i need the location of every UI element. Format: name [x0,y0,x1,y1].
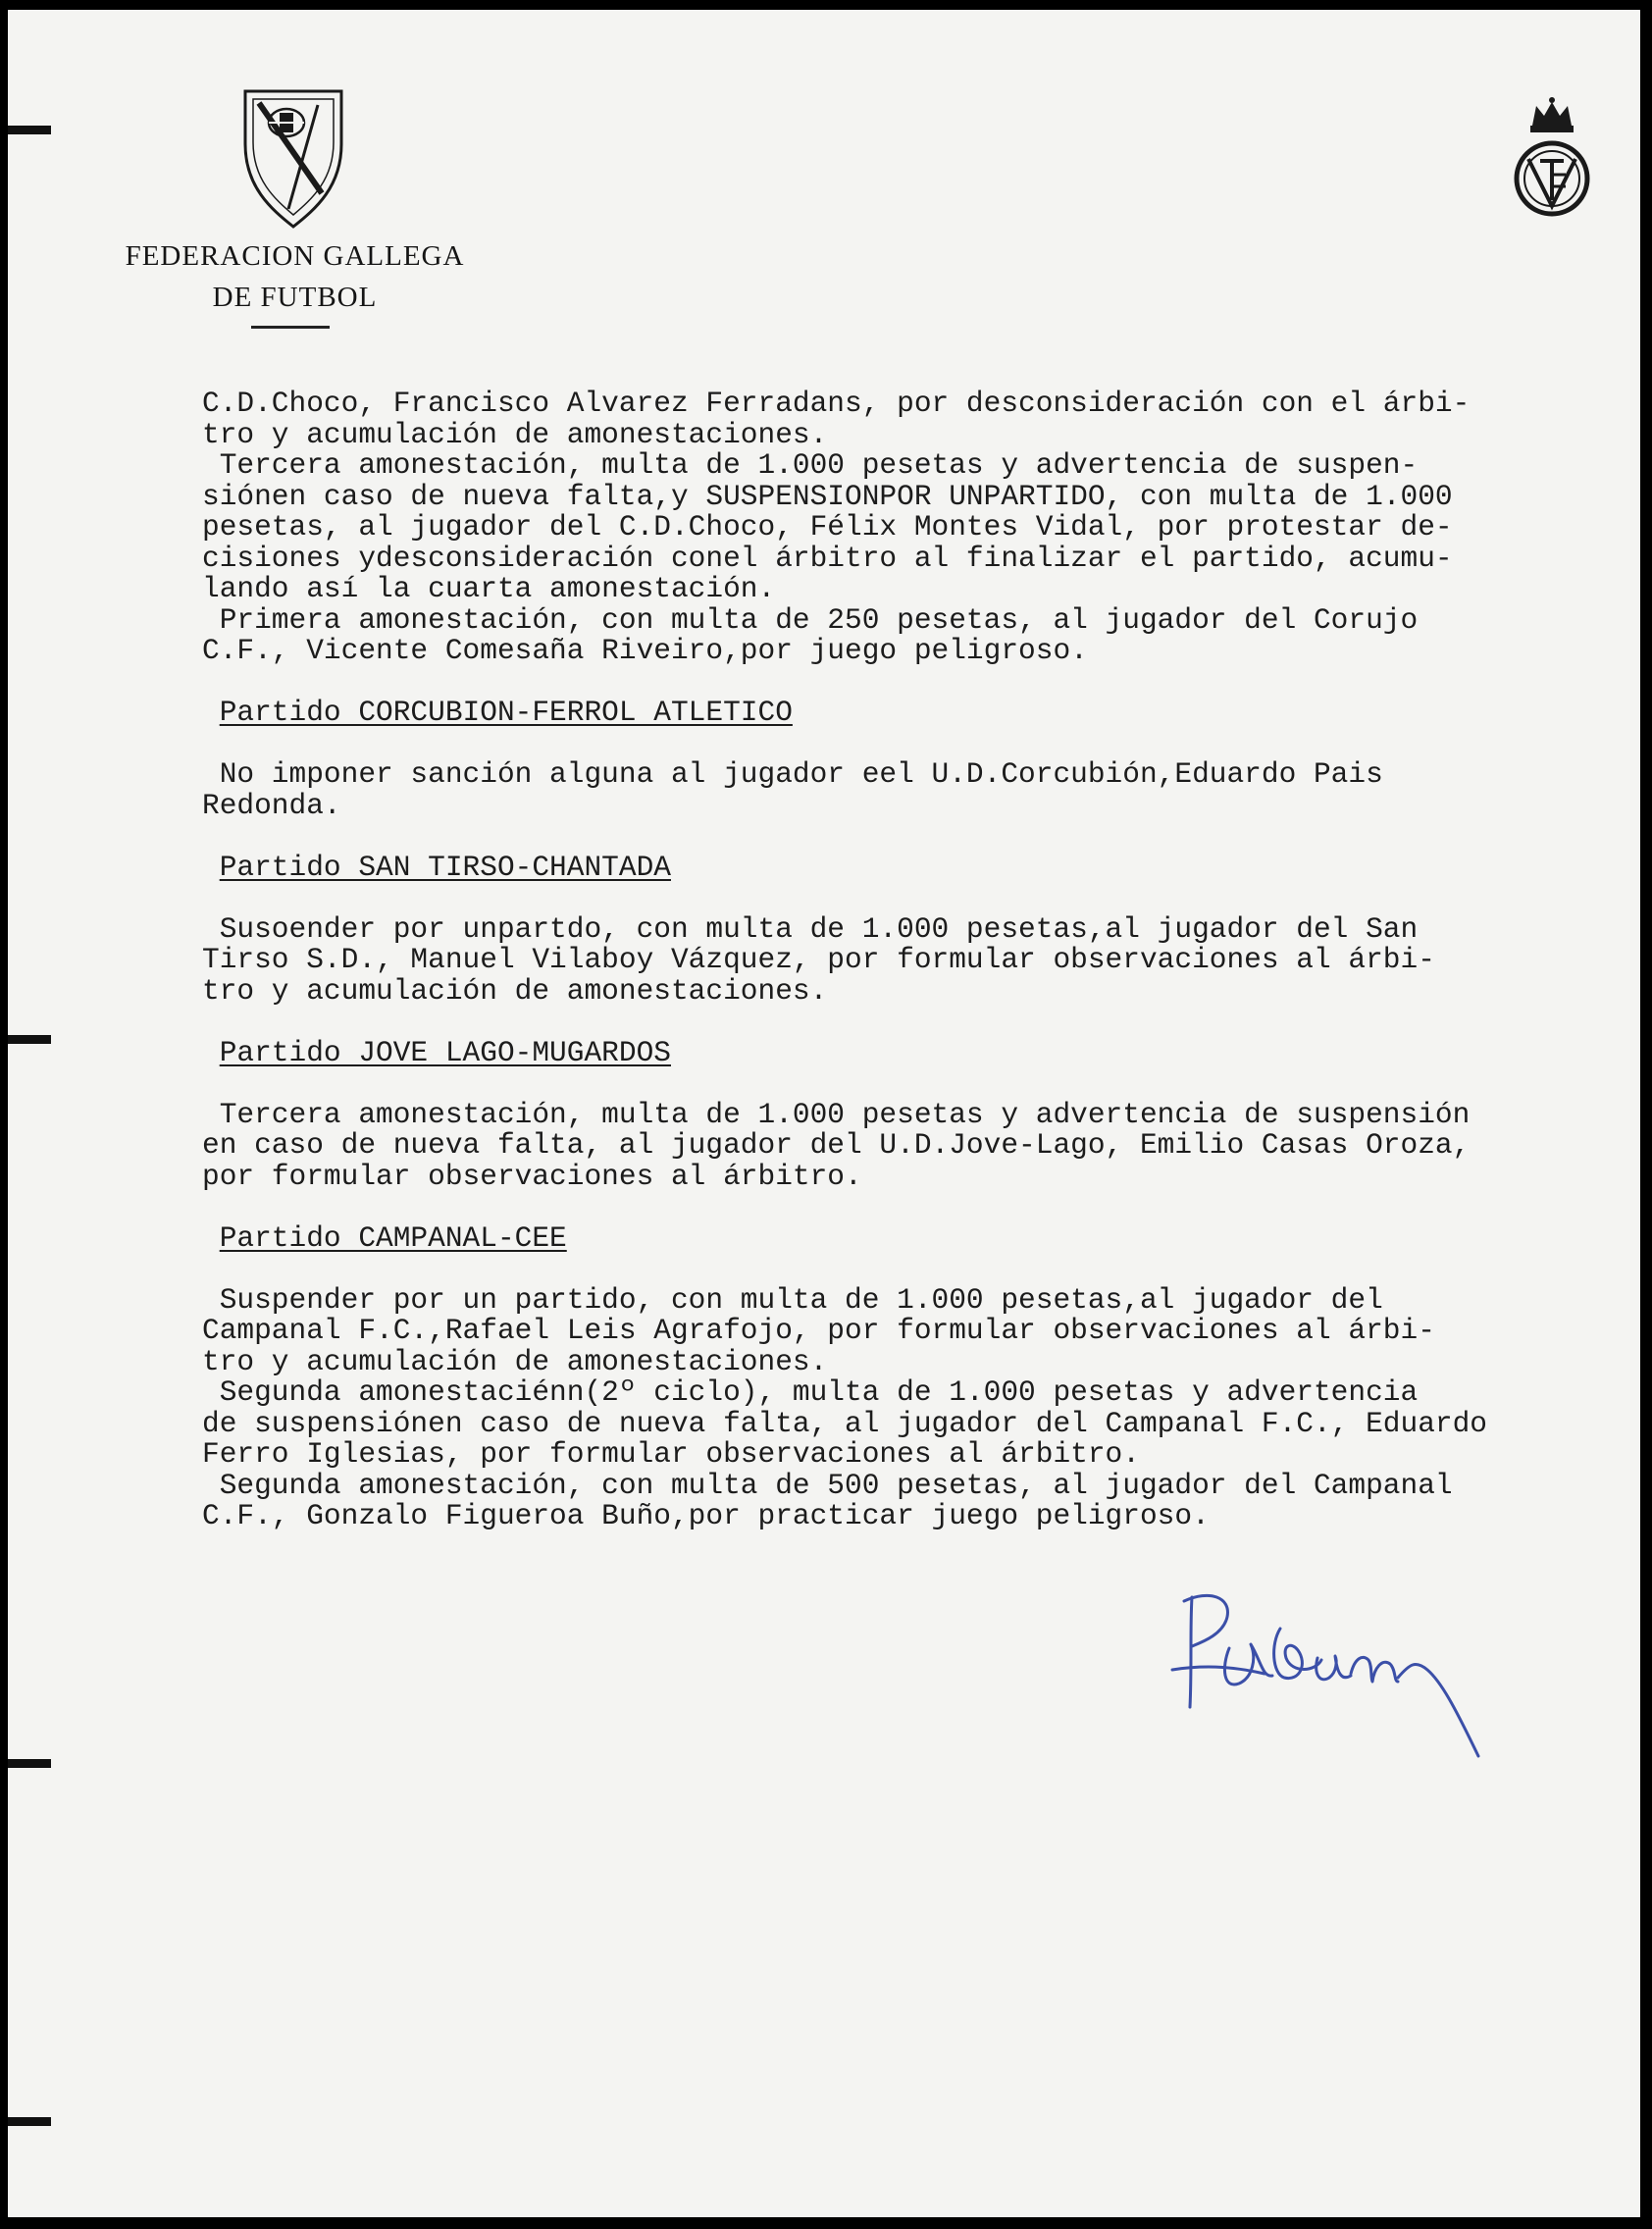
match-heading-text: Partido CORCUBION-FERROL ATLETICO [219,696,793,729]
text-line [202,479,1640,513]
match-heading-text: Partido CAMPANAL-CEE [219,1220,567,1255]
paragraph-gap [202,821,1640,853]
paragraph-gap [202,667,1640,699]
text-line-content: lando así la cuarta amonestación. [202,572,776,605]
text-line-content: pesetas, al jugador del C.D.Choco, Félix Montes Vidal, por protestar de- [202,510,1453,544]
text-line [202,1130,1640,1162]
text-line [202,1406,1640,1440]
text-line [202,1377,1640,1409]
text-line-content: No imponer sanción alguna al jugador eel U.D.Corcubión,Eduardo Pais [202,757,1383,791]
organization-name-line2: DE FUTBOL [212,282,378,313]
organization-name-line1: FEDERACION GALLEGA [125,240,465,272]
text-line-content: cisiones ydesconsideración conel árbitro al finalizar el partido, acumu- [202,541,1453,575]
match-heading [202,1035,1640,1069]
text-line [202,911,1640,946]
text-line-content: tro y acumulación de amonestaciones. [202,417,828,451]
paragraph-gap [202,883,1640,914]
text-line-content: Susoender por unpartdo, con multa de 1.000 pesetas,al jugador del San [202,911,1419,946]
text-line-content: en caso de nueva falta, al jugador del U.D.Jove-Lago, Emilio Casas Oroza, [202,1128,1471,1162]
match-heading [202,850,1640,884]
text-line [202,1159,1640,1193]
paragraph-gap [202,1007,1640,1038]
text-line-content: Suspender por un partido, con multa de 1.000 pesetas,al jugador del [202,1282,1383,1317]
text-line [202,973,1640,1008]
text-line [202,636,1640,667]
text-line [202,1316,1640,1347]
text-line [202,788,1640,822]
text-line [202,1468,1640,1502]
text-line-content: Campanal F.C.,Rafael Leis Agrafojo, por formular observaciones al árbi- [202,1314,1435,1347]
text-line [202,759,1640,791]
text-line [202,1439,1640,1471]
text-line-content: por formular observaciones al árbitro. [202,1159,862,1193]
text-line-content: C.D.Choco, Francisco Alvarez Ferradans, por desconsideración con el árbi- [202,387,1471,420]
binder-hole-mark [8,126,51,134]
match-heading [202,698,1640,729]
text-line-content: de suspensiónen caso de nueva falta, al jugador del Campanal F.C., Eduardo [202,1406,1488,1440]
text-line [202,1344,1640,1378]
document-body [202,389,1640,1532]
text-line [202,945,1640,976]
binder-hole-mark [8,1759,51,1768]
text-line [202,1282,1640,1317]
match-heading [202,1220,1640,1255]
signature-icon [1170,1580,1494,1766]
text-line-content: Ferro Iglesias, por formular observaciones al árbitro. [202,1437,1140,1471]
text-line-content: Tercera amonestación, multa de 1.000 pesetas y advertencia de suspen- [202,448,1419,482]
federation-shield-icon [239,83,347,231]
text-line [202,389,1640,420]
text-line-content: C.F., Gonzalo Figueroa Buño,por practicar juego peligroso. [202,1499,1210,1532]
text-line-content: C.F., Vicente Comesaña Riveiro,por juego peligroso. [202,634,1088,667]
text-line-content: Redonda. [202,788,341,822]
paragraph-gap [202,729,1640,760]
paragraph-gap [202,1254,1640,1285]
text-line [202,602,1640,637]
match-heading-text: Partido SAN TIRSO-CHANTADA [219,850,671,884]
text-line [202,512,1640,544]
text-line [202,417,1640,451]
text-line-content: Segunda amonestación, con multa de 500 pesetas, al jugador del Campanal [202,1468,1453,1502]
match-heading-text: Partido JOVE LAGO-MUGARDOS [219,1035,671,1069]
text-line-content: Tercera amonestación, multa de 1.000 pesetas y advertencia de suspensión [202,1097,1471,1131]
text-line-content: tro y acumulación de amonestaciones. [202,1344,828,1378]
text-line-content: Primera amonestación, con multa de 250 pesetas, al jugador del Corujo [202,602,1419,637]
binder-hole-mark [8,1035,51,1044]
royal-crest-icon [1503,96,1601,224]
text-line [202,1501,1640,1532]
document-page [8,10,1640,2217]
text-line [202,574,1640,605]
paragraph-gap [202,1068,1640,1100]
paragraph-gap [202,1192,1640,1223]
text-line-content: Segunda amonestaciénn(2º ciclo), multa de 1.000 pesetas y advertencia [202,1375,1419,1409]
text-line-content: tro y acumulación de amonestaciones. [202,973,828,1008]
organization-name [86,235,503,318]
text-line-content: Tirso S.D., Manuel Vilaboy Vázquez, por formular observaciones al árbi- [202,943,1435,976]
text-line [202,1097,1640,1131]
header-divider [251,326,330,329]
binder-hole-mark [8,2117,51,2126]
text-line [202,541,1640,575]
text-line-content: siónen caso de nueva falta,y SUSPENSIONPOR UNPARTIDO, con multa de 1.000 [202,479,1453,513]
text-line [202,450,1640,482]
